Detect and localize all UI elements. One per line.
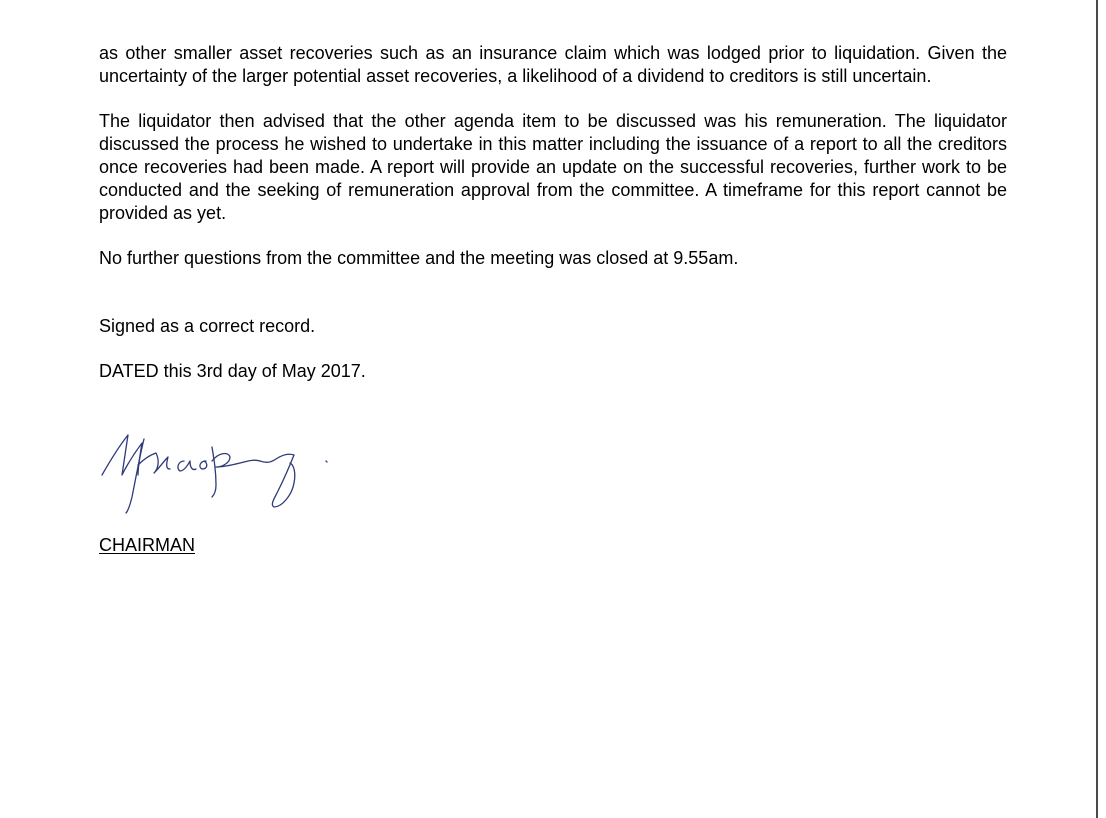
- paragraph-meeting-closed: No further questions from the committee and the meeting was closed at 9.55am.: [99, 248, 739, 268]
- paragraph-signed-record: Signed as a correct record.: [99, 316, 316, 336]
- paragraph-dated: DATED this 3rd day of May 2017.: [99, 361, 366, 381]
- page-border: [1096, 0, 1098, 818]
- document-body: [99, 42, 1007, 383]
- paragraph-asset-recoveries: as other smaller asset recoveries such as an insurance claim which was lodged prior to liquidation. Given the uncertainty of the larger potential asset recoveries, a likelihood of a dividend to creditors is still uncertain.: [99, 43, 1007, 86]
- chairman-label: CHAIRMAN: [99, 535, 196, 555]
- paragraph-remuneration: The liquidator then advised that the other agenda item to be discussed was his remuneration. The liquidator discussed the process he wished to undertake in this matter including the issuance of a report to all the creditors once recoveries had been made. A report will provide an update on the successful recoveries, further work to be conducted and the seeking of remuneration approval from the committee. A timeframe for this report cannot be provided as yet.: [99, 111, 1007, 223]
- handwritten-signature: [98, 425, 338, 520]
